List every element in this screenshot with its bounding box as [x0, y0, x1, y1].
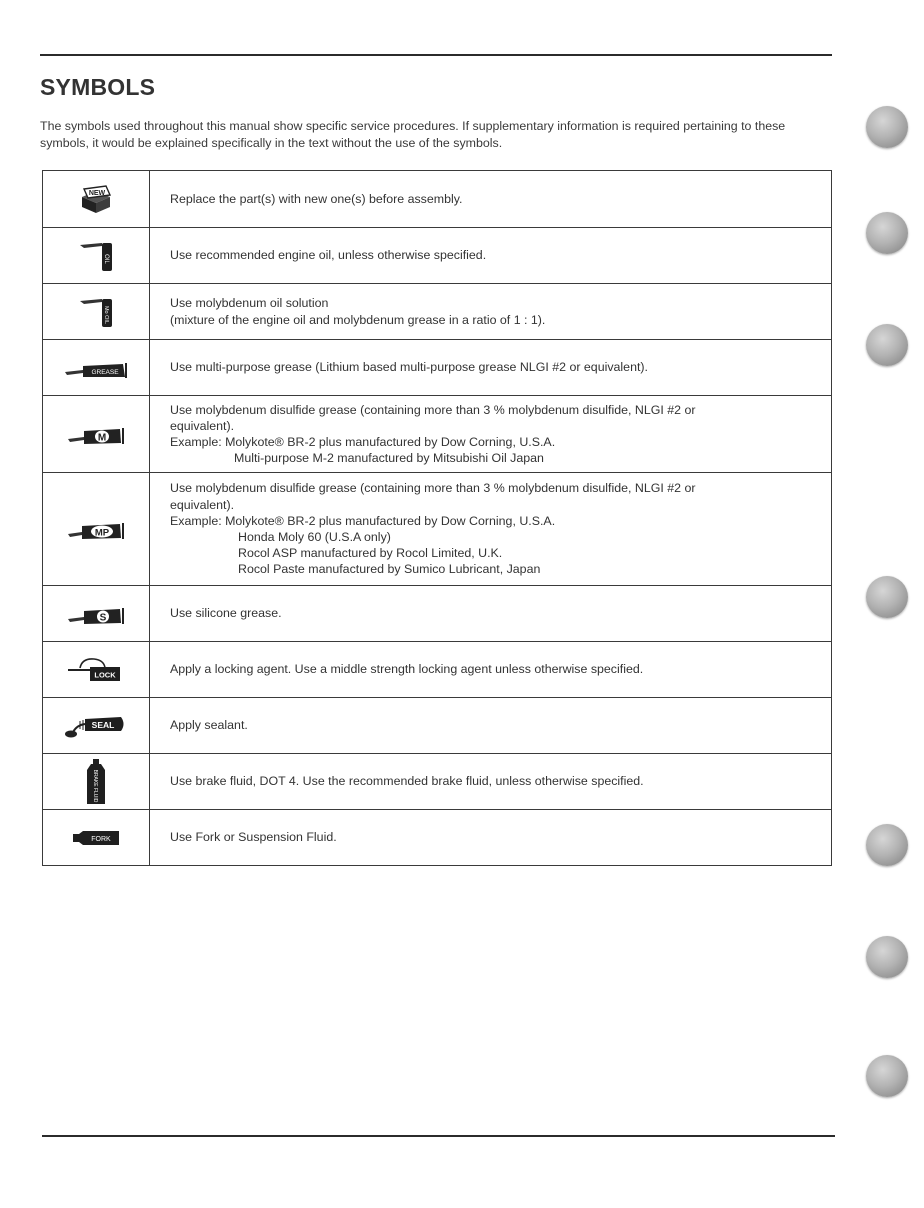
silicone-grease-icon [66, 602, 126, 626]
top-rule [40, 54, 832, 56]
binder-hole [866, 212, 908, 254]
description-line: Apply sealant. [170, 718, 248, 733]
symbols-table [42, 170, 832, 866]
description-line: Example: Molykote® BR-2 plus manufactured by Dow Corning, U.S.A. [170, 513, 556, 528]
description-line: Apply a locking agent. Use a middle strength locking agent unless otherwise specified. [170, 662, 644, 677]
page-title: SYMBOLS [40, 74, 156, 100]
multi-purpose-grease-icon [63, 357, 129, 379]
description-cell [150, 228, 832, 284]
description-line: Replace the part(s) with new one(s) before assembly. [170, 191, 463, 206]
molybdenum-oil-icon [76, 295, 116, 329]
icon-cell [43, 284, 150, 340]
description-line: Example: Molykote® BR-2 plus manufactured by Dow Corning, U.S.A. [170, 435, 556, 449]
bottom-rule [42, 1135, 835, 1137]
description-line: Use molybdenum disulfide grease (containing more than 3 % molybdenum disulfide, NLGI #2 or [170, 481, 696, 496]
icon-cell [43, 228, 150, 284]
table-row [43, 810, 832, 866]
engine-oil-icon [76, 239, 116, 273]
icon-cell [43, 754, 150, 810]
table-row [43, 284, 832, 340]
description-cell [150, 171, 832, 228]
icon-label: OIL [103, 253, 109, 264]
intro-paragraph: The symbols used throughout this manual show specific service procedures. If supplementary information is required pertaining to these symbols, it would be explained specifically in the text without the use of the symbols. [40, 119, 786, 150]
binder-hole [866, 824, 908, 866]
description-cell [150, 473, 832, 586]
icon-label: MP [94, 527, 110, 539]
sealant-icon [63, 711, 129, 741]
description-line: equivalent). [170, 418, 235, 433]
table-row [43, 171, 832, 228]
icon-label: M [97, 432, 107, 444]
binder-hole [866, 1055, 908, 1097]
molybdenum-paste-mp-icon [66, 517, 126, 541]
description-cell [150, 396, 832, 473]
description-line: Use Fork or Suspension Fluid. [170, 830, 337, 845]
description-cell [150, 810, 832, 866]
description-cell [150, 754, 832, 810]
icon-label: BRAKE FLUID [92, 769, 98, 802]
description-cell [150, 340, 832, 396]
new-parts-icon [76, 183, 116, 215]
icon-label: LOCK [94, 670, 116, 679]
molybdenum-grease-m-icon [66, 422, 126, 446]
icon-cell [43, 642, 150, 698]
description-cell [150, 698, 832, 754]
icon-label: S [99, 612, 107, 623]
icon-cell [43, 171, 150, 228]
icon-cell [43, 396, 150, 473]
binder-hole [866, 936, 908, 978]
icon-cell [43, 698, 150, 754]
description-cell [150, 642, 832, 698]
icon-label: Mo OIL [103, 305, 109, 324]
description-line: Rocol Paste manufactured by Sumico Lubricant, Japan [238, 562, 541, 577]
binder-hole [866, 576, 908, 618]
locking-agent-icon [66, 656, 126, 684]
description-line: Rocol ASP manufactured by Rocol Limited, U.K. [238, 546, 503, 561]
icon-label: SEAL [91, 719, 115, 730]
icon-cell [43, 586, 150, 642]
description-line: Use multi-purpose grease (Lithium based multi-purpose grease NLGI #2 or equivalent). [170, 360, 648, 375]
table-row [43, 698, 832, 754]
icon-label: GREASE [91, 368, 119, 376]
table-row [43, 642, 832, 698]
description-cell [150, 586, 832, 642]
table-row [43, 586, 832, 642]
table-row [43, 754, 832, 810]
table-row [43, 473, 832, 586]
binder-hole [866, 106, 908, 148]
table-row [43, 340, 832, 396]
description-line: equivalent). [170, 497, 235, 512]
description-line: Honda Moly 60 (U.S.A only) [238, 530, 391, 544]
fork-fluid-icon [71, 828, 121, 848]
description-line: Use molybdenum disulfide grease (containing more than 3 % molybdenum disulfide, NLGI #2 or [170, 402, 696, 417]
description-line: Use silicone grease. [170, 606, 282, 621]
description-line: Use brake fluid, DOT 4. Use the recommended brake fluid, unless otherwise specified. [170, 774, 644, 789]
icon-cell [43, 473, 150, 586]
binder-hole [866, 324, 908, 366]
brake-fluid-icon [84, 758, 108, 806]
icon-label: FORK [91, 835, 111, 843]
icon-cell [43, 810, 150, 866]
table-row [43, 396, 832, 473]
icon-cell [43, 340, 150, 396]
description-line: (mixture of the engine oil and molybdenum grease in a ratio of 1 : 1). [170, 312, 546, 327]
table-row [43, 228, 832, 284]
description-line: Use molybdenum oil solution [170, 296, 329, 311]
binder-holes [866, 0, 916, 1208]
description-line: Use recommended engine oil, unless otherwise specified. [170, 248, 487, 263]
description-line: Multi-purpose M-2 manufactured by Mitsubishi Oil Japan [234, 451, 544, 466]
icon-label: NEW [88, 190, 106, 197]
description-cell [150, 284, 832, 340]
